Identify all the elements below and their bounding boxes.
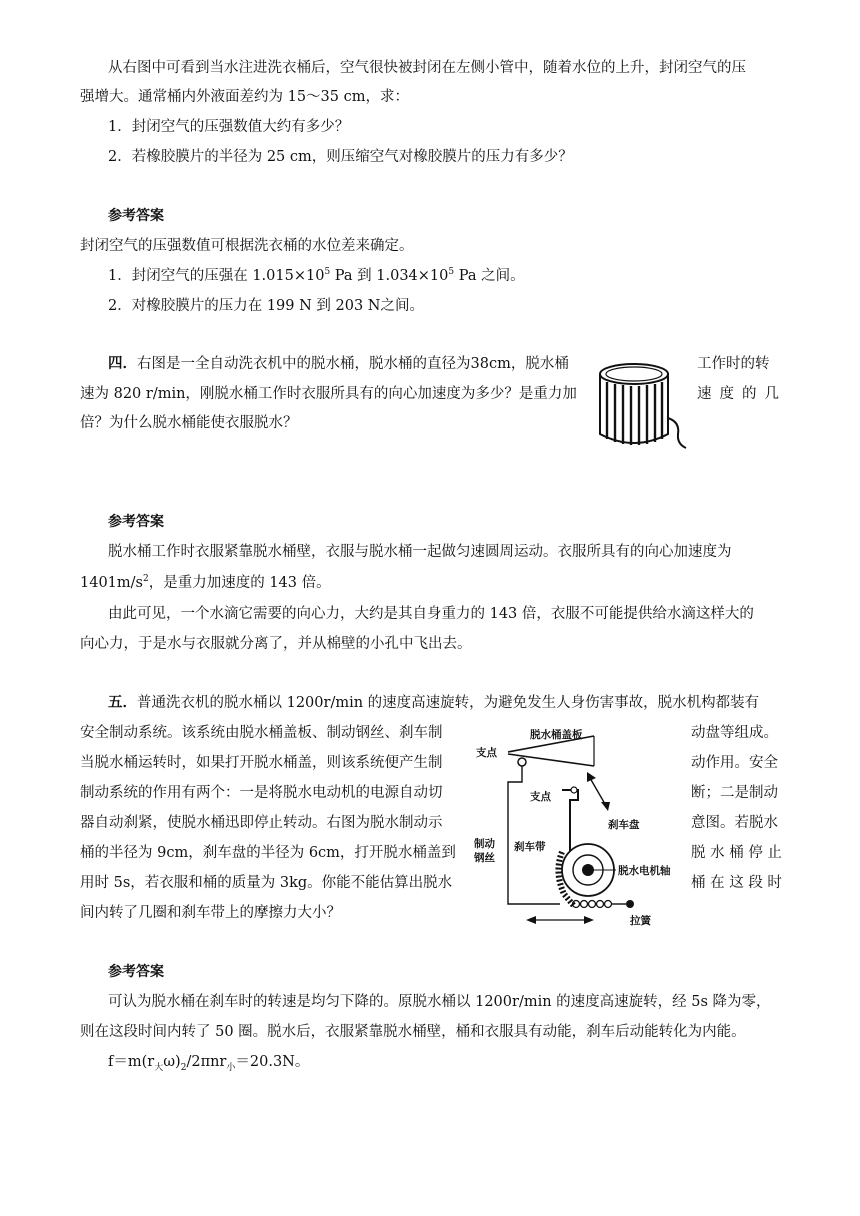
s4-number: 四． [108, 356, 137, 372]
s5-line1: 五．普通洗衣机的脱水桶以 1200r/min 的速度高速旋转，为避免发生人身伤害事故，脱水机构都装有 [108, 695, 760, 711]
s3-answer-intro: 封闭空气的压强数值可根据洗衣桶的水位差来确定。 [80, 238, 414, 254]
label-pivot-1: 支点 [476, 747, 497, 759]
s5-line4-left: 制动系统的作用有两个：一是将脱水电动机的电源自动切 [80, 785, 443, 801]
s5-formula: $f=m(r_大\omega)_2/2\pi nr_小=20.3N$。 [108, 1054, 310, 1073]
s4-line2-left: 速为 820 r/min，刚脱水桶工作时衣服所具有的向心加速度为多少？是重力加 [80, 386, 577, 402]
s5-line6-left: 桶的半径为 9cm，刹车盘的半径为 6cm，打开脱水桶盖到 [80, 845, 456, 861]
s5-line5-left: 器自动刹紧，使脱水桶迅即停止转动。右图为脱水制动示 [80, 815, 443, 831]
s5-answer-line2: 则在这段时间内转了 50 圈。脱水后，衣服紧靠脱水桶壁，桶和衣服具有动能，刹车后动能转化为内能。 [80, 1024, 746, 1040]
spin-tub-figure [594, 360, 692, 450]
s3-question-1: 1．封闭空气的压强数值大约有多少？ [108, 119, 350, 135]
label-pivot-2: 支点 [530, 791, 551, 803]
s5-line3-left: 当脱水桶运转时，如果打开脱水桶盖，则该系统便产生制 [80, 755, 443, 771]
s4-line2-right: 速 度 的 几 [697, 386, 779, 402]
s3-question-2: 2．若橡胶膜片的半径为 25 cm，则压缩空气对橡胶膜片的压力有多少？ [108, 149, 573, 165]
s4-answer-line3: 由此可见，一个水滴它需要的向心力，大约是其自身重力的 143 倍，衣服不可能提供给水滴这样大的 [108, 606, 754, 622]
label-spring: 拉簧 [630, 915, 651, 927]
s3-answer-heading: 参考答案 [108, 208, 164, 224]
s5-answer-line1: 可认为脱水桶在刹车时的转速是均匀下降的。原脱水桶以 1200r/min 的速度高速旋转，经 5s 降为零， [108, 994, 771, 1010]
s5-line2-left: 安全制动系统。该系统由脱水桶盖板、制动钢丝、刹车制 [80, 725, 443, 741]
s3-answer-2: 2．对橡胶膜片的压力在 199 N 到 203 N之间。 [108, 298, 424, 314]
s3-paragraph-line2: 强增大。通常桶内外液面差约为 15～35 cm，求： [80, 89, 409, 105]
label-band: 刹车带 [514, 841, 546, 853]
s4-answer-line2: $1401m/s^2$，是重力加速度的 143 倍。 [80, 574, 331, 591]
s5-line7-right: 桶 在 这 段 时 [691, 875, 782, 891]
s5-line5-right: 意图。若脱水 [691, 815, 778, 831]
s5-number: 五． [108, 695, 137, 711]
s5-line3-right: 动作用。安全 [691, 755, 778, 771]
brake-diagram [470, 722, 686, 930]
brake-wire [508, 766, 560, 904]
s5-answer-heading: 参考答案 [108, 964, 164, 980]
label-wire-1: 制动 [474, 838, 495, 850]
s4-answer-heading: 参考答案 [108, 514, 164, 530]
s4-answer-line4: 向心力，于是水与衣服就分离了，并从棉壁的小孔中飞出去。 [80, 636, 472, 652]
pivot-1 [518, 758, 526, 766]
s4-line1-left: 四．右图是一全自动洗衣机中的脱水桶，脱水桶的直径为38cm，脱水桶 [108, 356, 569, 372]
s5-line2-right: 动盘等组成。 [691, 725, 778, 741]
s4-line3: 倍？为什么脱水桶能使衣服脱水？ [80, 415, 298, 431]
s5-line4-right: 断；二是制动 [691, 785, 778, 801]
s3-paragraph-line1: 从右图中可看到当水注进洗衣桶后，空气很快被封闭在左侧小管中，随着水位的上升，封闭空气的压 [108, 60, 746, 76]
s5-line7-left: 用时 5s，若衣服和桶的质量为 3kg。你能不能估算出脱水 [80, 875, 453, 891]
label-wire-2: 钢丝 [474, 852, 495, 864]
s5-line8: 间内转了几圈和刹车带上的摩擦力大小？ [80, 905, 341, 921]
spring [573, 901, 612, 908]
label-disc: 刹车盘 [608, 819, 640, 831]
s3-answer-1: 1．封闭空气的压强在 $1.015\times 10^5$ Pa 到 $1.034\times 10^5$ Pa 之间。 [108, 267, 525, 284]
label-shaft: 脱水电机轴 [618, 865, 671, 877]
s5-line6-right: 脱 水 桶 停 止 [691, 845, 782, 861]
s4-line1-right: 工作时的转 [697, 356, 770, 372]
label-cover: 脱水桶盖板 [530, 729, 583, 741]
s4-answer-line1: 脱水桶工作时衣服紧靠脱水桶壁，衣服与脱水桶一起做匀速圆周运动。衣服所具有的向心加速度为 [108, 544, 732, 560]
